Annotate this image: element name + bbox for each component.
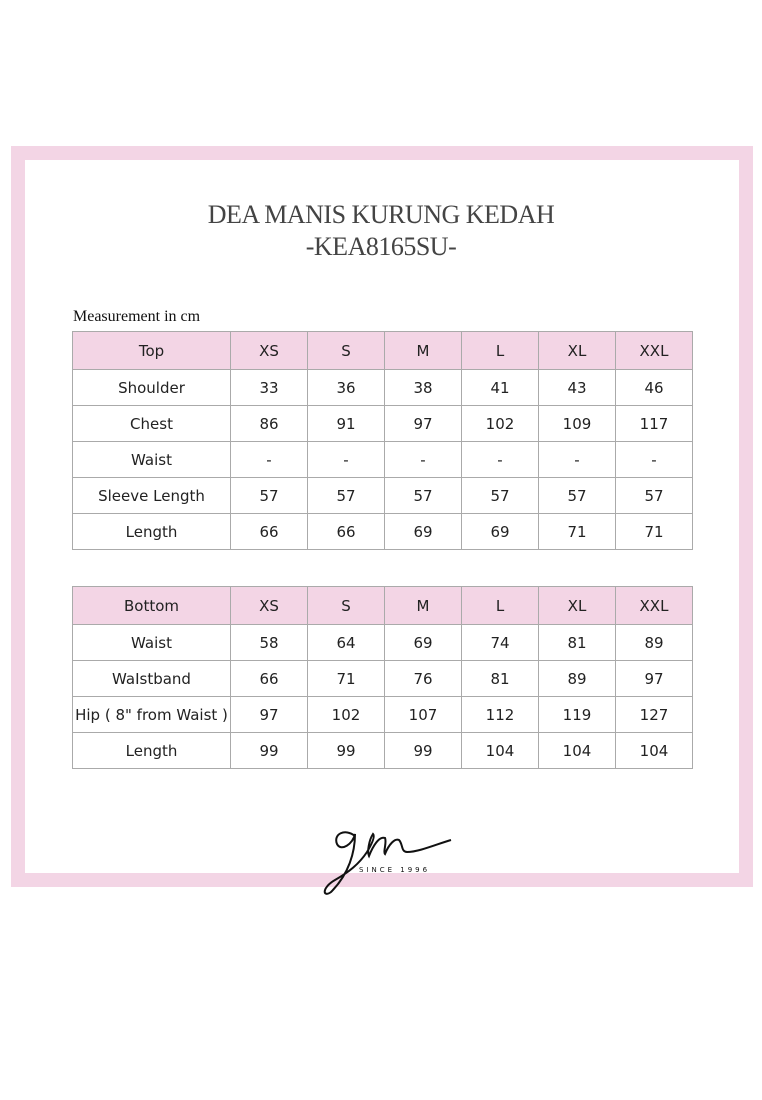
measurement-cell: 81 — [539, 625, 616, 661]
measurement-cell: 104 — [616, 733, 693, 769]
measurement-cell: 99 — [308, 733, 385, 769]
size-header-xs: XS — [231, 587, 308, 625]
table-row — [73, 370, 693, 406]
size-header-s: S — [308, 587, 385, 625]
measurement-cell: 97 — [385, 406, 462, 442]
size-header-xs: XS — [231, 332, 308, 370]
measurement-cell: 89 — [616, 625, 693, 661]
measurement-cell: - — [539, 442, 616, 478]
brand-logo — [315, 822, 455, 897]
measurement-cell: 43 — [539, 370, 616, 406]
measurement-cell: 57 — [539, 478, 616, 514]
size-header-xxl: XXL — [616, 332, 693, 370]
size-header-m: M — [385, 587, 462, 625]
measurement-cell: 107 — [385, 697, 462, 733]
row-label: Waist — [73, 625, 231, 661]
measurement-cell: 57 — [616, 478, 693, 514]
measurement-cell: 69 — [385, 514, 462, 550]
measurement-cell: 57 — [462, 478, 539, 514]
measurement-cell: 46 — [616, 370, 693, 406]
measurement-cell: 127 — [616, 697, 693, 733]
measurement-cell: 57 — [308, 478, 385, 514]
row-label: Shoulder — [73, 370, 231, 406]
measurement-cell: 33 — [231, 370, 308, 406]
product-code: -KEA8165SU- — [305, 232, 457, 261]
header-row — [73, 332, 693, 370]
row-label: WaIstband — [73, 661, 231, 697]
measurement-cell: 99 — [231, 733, 308, 769]
table-header-label: Bottom — [73, 587, 231, 625]
table-header-label: Top — [73, 332, 231, 370]
size-header-l: L — [462, 332, 539, 370]
logo-tagline: SINCE 1996 — [359, 866, 431, 874]
table-row — [73, 625, 693, 661]
measurement-cell: - — [616, 442, 693, 478]
measurement-note: Measurement in cm — [73, 308, 201, 325]
row-label: Waist — [73, 442, 231, 478]
measurement-cell: 57 — [231, 478, 308, 514]
measurement-cell: 41 — [462, 370, 539, 406]
measurement-cell: - — [462, 442, 539, 478]
measurement-cell: 74 — [462, 625, 539, 661]
measurement-cell: 104 — [539, 733, 616, 769]
table-row — [73, 697, 693, 733]
measurement-cell: 36 — [308, 370, 385, 406]
size-header-m: M — [385, 332, 462, 370]
table-row — [73, 406, 693, 442]
measurement-cell: - — [231, 442, 308, 478]
top-size-table — [72, 331, 693, 550]
measurement-cell: 104 — [462, 733, 539, 769]
table-row — [73, 514, 693, 550]
measurement-cell: 102 — [462, 406, 539, 442]
product-title: DEA MANIS KURUNG KEDAH — [207, 200, 555, 229]
table-row — [73, 661, 693, 697]
measurement-cell: 66 — [231, 661, 308, 697]
measurement-cell: 86 — [231, 406, 308, 442]
measurement-cell: 38 — [385, 370, 462, 406]
measurement-cell: 102 — [308, 697, 385, 733]
measurement-cell: 89 — [539, 661, 616, 697]
table-row — [73, 733, 693, 769]
measurement-cell: 76 — [385, 661, 462, 697]
row-label: Length — [73, 514, 231, 550]
table-row — [73, 478, 693, 514]
row-label: Sleeve Length — [73, 478, 231, 514]
header-row — [73, 587, 693, 625]
measurement-cell: 99 — [385, 733, 462, 769]
measurement-cell: 69 — [385, 625, 462, 661]
measurement-cell: 109 — [539, 406, 616, 442]
measurement-cell: 71 — [539, 514, 616, 550]
measurement-cell: 66 — [231, 514, 308, 550]
measurement-cell: 81 — [462, 661, 539, 697]
size-header-s: S — [308, 332, 385, 370]
measurement-cell: 57 — [385, 478, 462, 514]
measurement-cell: 66 — [308, 514, 385, 550]
measurement-cell: - — [308, 442, 385, 478]
measurement-cell: 119 — [539, 697, 616, 733]
size-header-xl: XL — [539, 587, 616, 625]
measurement-cell: 97 — [231, 697, 308, 733]
measurement-cell: 112 — [462, 697, 539, 733]
table-row — [73, 442, 693, 478]
measurement-cell: 91 — [308, 406, 385, 442]
row-label: Length — [73, 733, 231, 769]
size-header-xxl: XXL — [616, 587, 693, 625]
measurement-cell: 117 — [616, 406, 693, 442]
measurement-cell: 64 — [308, 625, 385, 661]
measurement-cell: 58 — [231, 625, 308, 661]
measurement-cell: 71 — [308, 661, 385, 697]
size-header-xl: XL — [539, 332, 616, 370]
measurement-cell: 71 — [616, 514, 693, 550]
size-header-l: L — [462, 587, 539, 625]
measurement-cell: - — [385, 442, 462, 478]
measurement-cell: 69 — [462, 514, 539, 550]
measurement-cell: 97 — [616, 661, 693, 697]
row-label: Hip ( 8" from Waist ) — [73, 697, 231, 733]
bottom-size-table — [72, 586, 693, 769]
row-label: Chest — [73, 406, 231, 442]
